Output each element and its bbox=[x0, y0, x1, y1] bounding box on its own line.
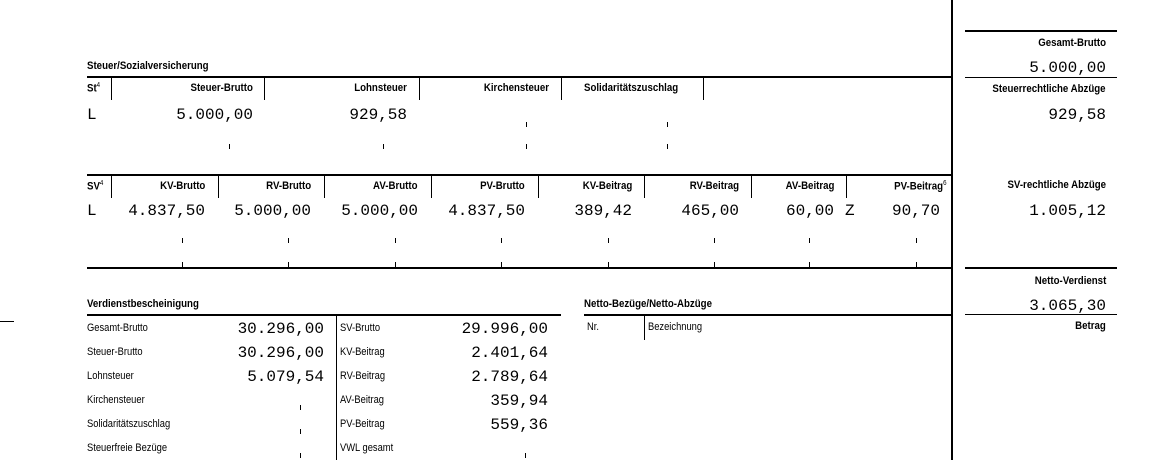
empty-field-tick bbox=[526, 144, 527, 149]
lohnsteuer-value: 929,58 bbox=[349, 106, 407, 124]
steuer-top-rule bbox=[87, 76, 951, 78]
col-divider bbox=[111, 78, 112, 100]
verdienst-left-label: Gesamt-Brutto bbox=[87, 322, 148, 334]
pv-brutto-value: 4.837,50 bbox=[448, 202, 525, 220]
netto-bezuege-top-rule bbox=[584, 314, 951, 316]
netto-label: Netto-Verdienst bbox=[1034, 275, 1106, 287]
empty-field-tick bbox=[501, 238, 502, 243]
verdienst-left-label: Steuerfreie Bezüge bbox=[87, 442, 168, 454]
pv-brutto-header: PV-Brutto bbox=[480, 180, 525, 192]
empty-field-tick bbox=[288, 262, 289, 267]
col-divider bbox=[218, 176, 219, 198]
empty-field-tick bbox=[300, 453, 301, 458]
sv-bottom-rule bbox=[87, 267, 951, 269]
kv-beitrag-header: KV-Beitrag bbox=[582, 180, 632, 192]
kv-beitrag-value: 389,42 bbox=[574, 202, 632, 220]
kv-brutto-value: 4.837,50 bbox=[128, 202, 205, 220]
sv-abzuege-value: 1.005,12 bbox=[1029, 202, 1106, 220]
summary-rule-2 bbox=[965, 77, 1117, 78]
soli-header: Solidaritätszuschlag bbox=[584, 82, 679, 94]
kirchensteuer-header: Kirchensteuer bbox=[483, 82, 549, 94]
verdienst-section-title: Verdienstbescheinigung bbox=[87, 298, 199, 310]
empty-field-tick bbox=[182, 238, 183, 243]
col-divider bbox=[419, 78, 420, 100]
verdienst-right-label: RV-Beitrag bbox=[340, 370, 386, 382]
pv-flag: Z bbox=[845, 202, 855, 220]
col-divider bbox=[561, 78, 562, 100]
verdienst-right-value: 2.401,64 bbox=[471, 344, 548, 362]
empty-field-tick bbox=[526, 122, 527, 127]
empty-field-tick bbox=[229, 144, 230, 149]
gesamt-brutto-value: 5.000,00 bbox=[1029, 59, 1106, 77]
col-divider bbox=[264, 78, 265, 100]
empty-field-tick bbox=[809, 238, 810, 243]
empty-field-tick bbox=[525, 453, 526, 458]
verdienst-left-value: 30.296,00 bbox=[237, 344, 324, 362]
col-divider bbox=[538, 176, 539, 198]
av-brutto-header: AV-Brutto bbox=[373, 180, 418, 192]
sv-top-rule bbox=[87, 174, 951, 176]
bezeichnung-column-header: Bezeichnung bbox=[648, 321, 703, 333]
verdienst-right-value: 29.996,00 bbox=[461, 320, 548, 338]
verdienst-right-value: 2.789,64 bbox=[471, 368, 548, 386]
summary-rule-3 bbox=[965, 267, 1117, 269]
fold-mark bbox=[0, 321, 14, 322]
sv-value: L bbox=[87, 202, 97, 220]
empty-field-tick bbox=[667, 122, 668, 127]
netto-bezuege-title: Netto-Bezüge/Netto-Abzüge bbox=[584, 298, 712, 310]
sv-abzuege-label: SV-rechtliche Abzüge bbox=[1007, 179, 1106, 191]
kv-brutto-header: KV-Brutto bbox=[159, 180, 205, 192]
rv-beitrag-header: RV-Beitrag bbox=[689, 180, 739, 192]
col-divider bbox=[324, 176, 325, 198]
empty-field-tick bbox=[300, 405, 301, 410]
empty-field-tick bbox=[182, 262, 183, 267]
verdienst-right-label: PV-Beitrag bbox=[340, 418, 385, 430]
col-divider bbox=[703, 78, 704, 100]
pv-beitrag-header: PV-Beitrag$^6$ bbox=[894, 180, 947, 193]
empty-field-tick bbox=[809, 262, 810, 267]
empty-field-tick bbox=[395, 238, 396, 243]
st-header: St$^4$ bbox=[87, 82, 101, 95]
verdienst-left-label: Solidaritätszuschlag bbox=[87, 418, 171, 430]
steuer-section-title: Steuer/Sozialversicherung bbox=[87, 60, 209, 72]
empty-field-tick bbox=[608, 238, 609, 243]
col-divider bbox=[846, 176, 847, 198]
summary-rule-4 bbox=[965, 314, 1117, 315]
verdienst-left-label: Kirchensteuer bbox=[87, 394, 145, 406]
pv-beitrag-value: 90,70 bbox=[891, 202, 940, 220]
steuer-abzuege-value: 929,58 bbox=[1048, 106, 1106, 124]
gesamt-brutto-label: Gesamt-Brutto bbox=[1038, 37, 1106, 49]
steuer-brutto-header: Steuer-Brutto bbox=[190, 82, 253, 94]
verdienst-left-value: 5.079,54 bbox=[247, 368, 324, 386]
empty-field-tick bbox=[916, 262, 917, 267]
empty-field-tick bbox=[608, 262, 609, 267]
verdienst-right-value: 359,94 bbox=[490, 392, 548, 410]
steuer-brutto-value: 5.000,00 bbox=[176, 106, 253, 124]
empty-field-tick bbox=[395, 262, 396, 267]
netto-col-divider bbox=[644, 316, 645, 340]
empty-field-tick bbox=[916, 238, 917, 243]
verdienst-right-label: AV-Beitrag bbox=[340, 394, 385, 406]
verdienst-right-value: 559,36 bbox=[490, 416, 548, 434]
verdienst-left-label: Steuer-Brutto bbox=[87, 346, 143, 358]
rv-beitrag-value: 465,00 bbox=[681, 202, 739, 220]
lohnsteuer-header: Lohnsteuer bbox=[354, 82, 407, 94]
col-divider bbox=[644, 176, 645, 198]
empty-field-tick bbox=[667, 144, 668, 149]
verdienst-left-value: 30.296,00 bbox=[237, 320, 324, 338]
right-column-divider bbox=[951, 0, 953, 460]
rv-brutto-value: 5.000,00 bbox=[234, 202, 311, 220]
empty-field-tick bbox=[300, 429, 301, 434]
empty-field-tick bbox=[714, 262, 715, 267]
verdienst-left-label: Lohnsteuer bbox=[87, 370, 134, 382]
betrag-label: Betrag bbox=[1075, 320, 1106, 332]
summary-top-rule bbox=[965, 30, 1117, 32]
st-value: L bbox=[87, 106, 97, 124]
steuer-abzuege-label: Steuerrechtliche Abzüge bbox=[992, 83, 1106, 95]
av-brutto-value: 5.000,00 bbox=[341, 202, 418, 220]
rv-brutto-header: RV-Brutto bbox=[265, 180, 311, 192]
av-beitrag-header: AV-Beitrag bbox=[785, 180, 834, 192]
av-beitrag-value: 60,00 bbox=[785, 202, 834, 220]
col-divider bbox=[111, 176, 112, 198]
verdienst-right-label: KV-Beitrag bbox=[340, 346, 385, 358]
col-divider bbox=[751, 176, 752, 198]
empty-field-tick bbox=[288, 238, 289, 243]
sv-header: $SV^4$ bbox=[87, 180, 104, 193]
empty-field-tick bbox=[383, 144, 384, 149]
col-divider bbox=[431, 176, 432, 198]
verdienst-col-divider bbox=[336, 316, 337, 460]
verdienst-right-label: VWL gesamt bbox=[340, 442, 394, 454]
netto-value: 3.065,30 bbox=[1029, 297, 1106, 315]
nr-column-header: Nr. bbox=[587, 321, 599, 333]
verdienst-right-label: SV-Brutto bbox=[340, 322, 381, 334]
empty-field-tick bbox=[714, 238, 715, 243]
empty-field-tick bbox=[501, 262, 502, 267]
verdienst-top-rule bbox=[87, 314, 561, 316]
